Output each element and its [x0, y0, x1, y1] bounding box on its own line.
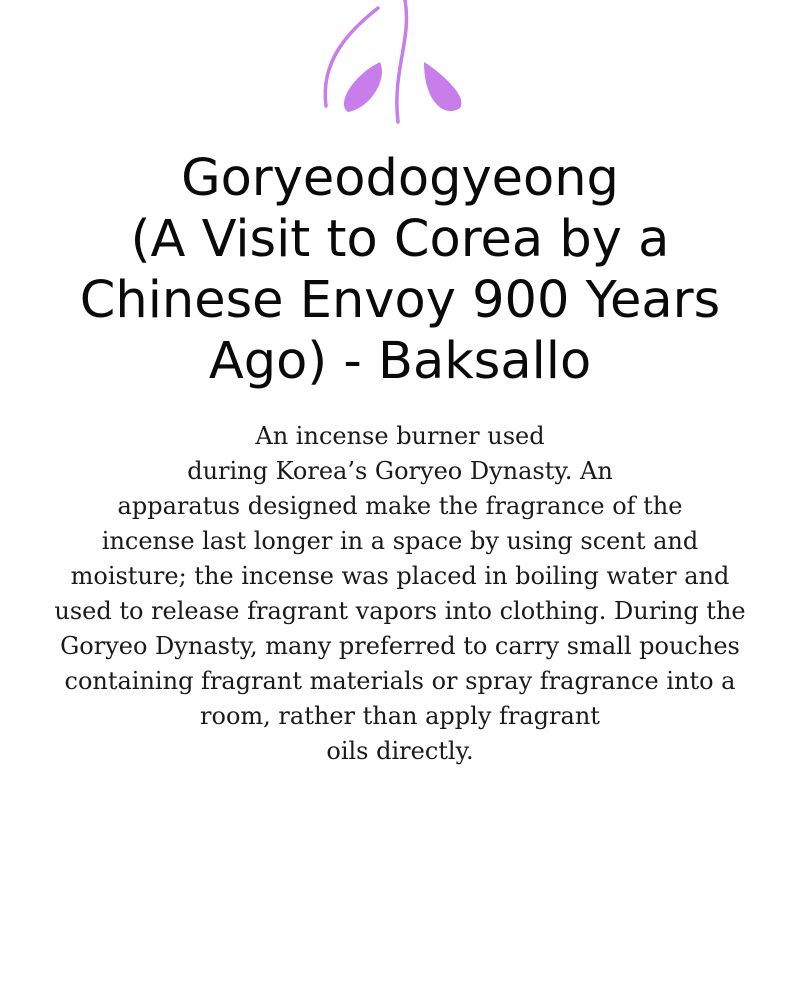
- description-line: apparatus designed make the fragrance of the: [117, 492, 683, 520]
- title-line: Ago) - Baksallo: [208, 332, 592, 391]
- description-line: An incense burner used: [255, 422, 545, 450]
- description-line: moisture; the incense was placed in boiling water and: [70, 562, 730, 590]
- description-line: oils directly.: [326, 737, 474, 765]
- description-line: incense last longer in a space by using scent and: [101, 527, 699, 555]
- title-line: Chinese Envoy 900 Years: [79, 271, 721, 330]
- description-line: containing fragrant materials or spray fragrance into a: [64, 667, 736, 695]
- description-line: during Korea’s Goryeo Dynasty. An: [187, 457, 613, 485]
- description-line: room, rather than apply fragrant: [200, 702, 600, 730]
- title-line: Goryeodogyeong: [181, 149, 619, 208]
- page-title: [0, 148, 800, 392]
- description-line: used to release fragrant vapors into clothing. During the: [54, 597, 746, 625]
- description-text: [0, 419, 800, 769]
- title-line: (A Visit to Corea by a: [130, 210, 670, 269]
- incense-smoke-icon: [300, 0, 500, 140]
- description-line: Goryeo Dynasty, many preferred to carry small pouches: [60, 632, 740, 660]
